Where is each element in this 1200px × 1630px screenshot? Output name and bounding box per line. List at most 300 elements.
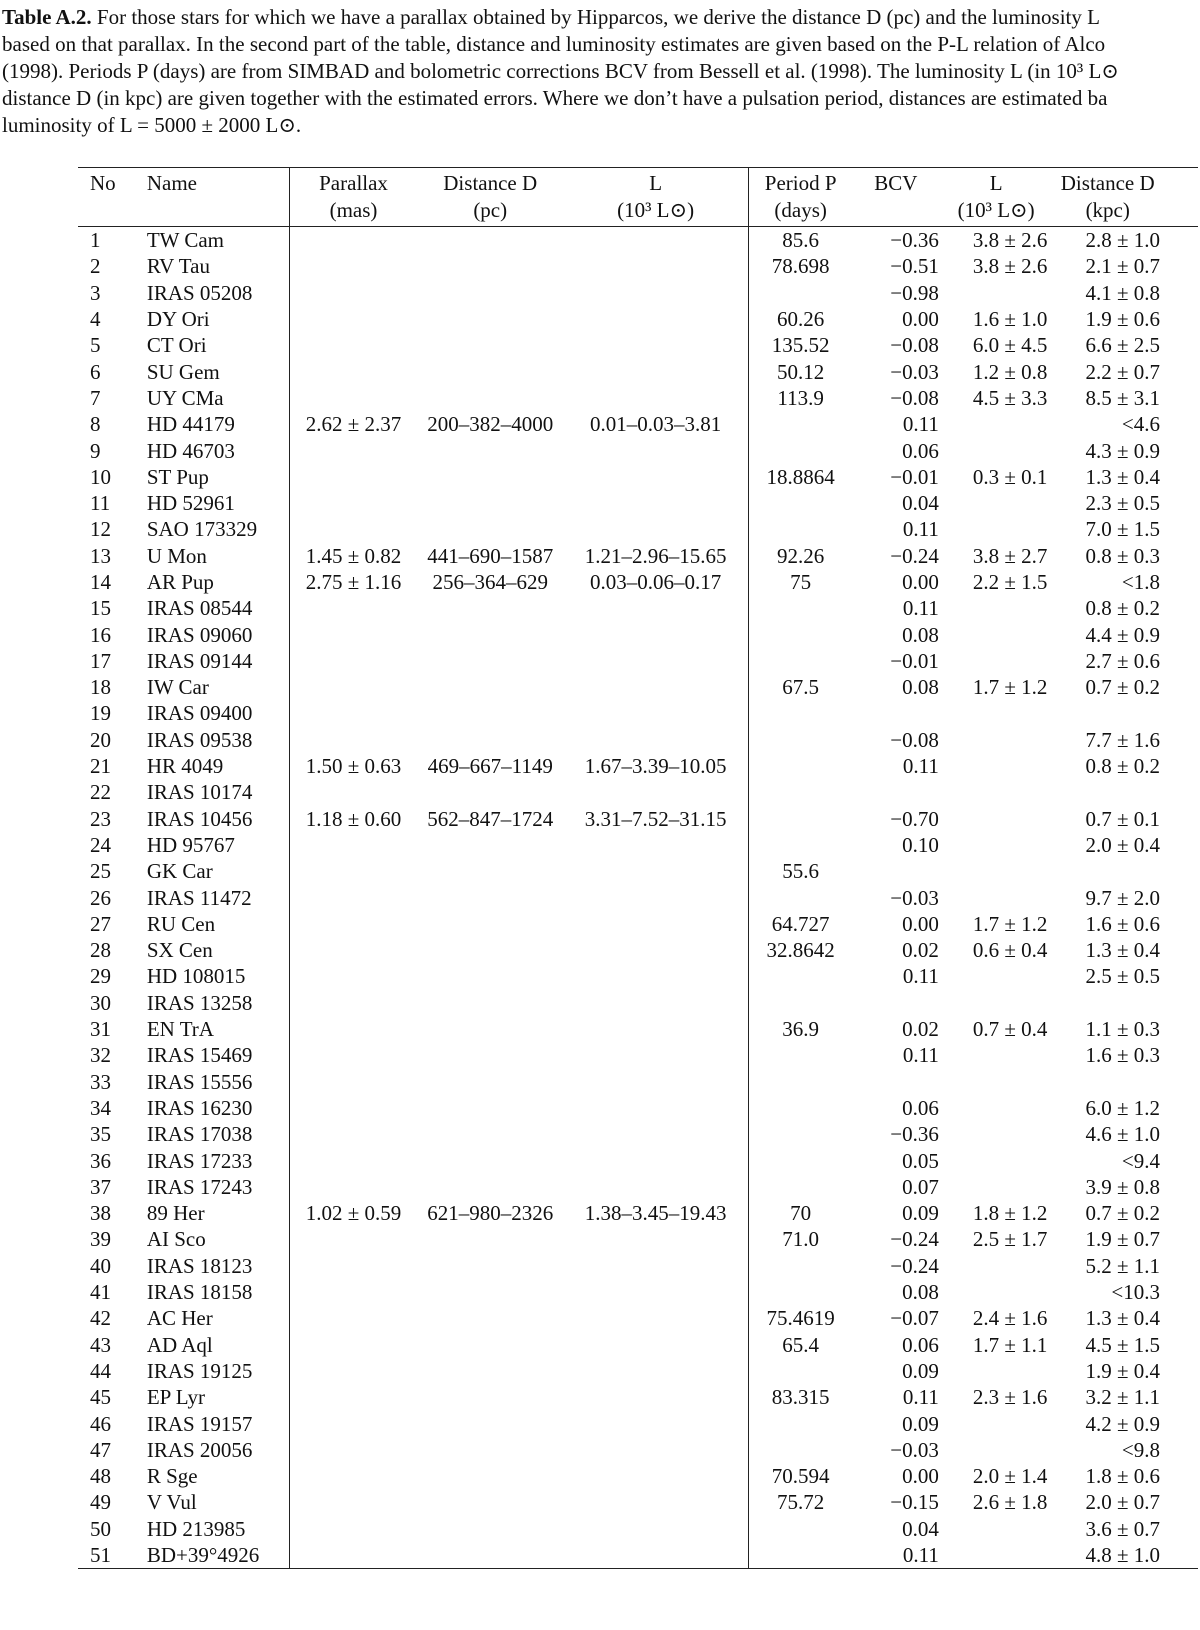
cell-distance: [417, 937, 564, 963]
table-row: [78, 1042, 1198, 1068]
cell-luminosity-2: [945, 437, 1056, 463]
cell-period: 70: [748, 1200, 853, 1226]
cell-luminosity-2: [945, 1358, 1056, 1384]
cell-no: 40: [90, 1253, 111, 1278]
cell-no: 10: [90, 464, 111, 489]
cell-distance: [417, 1095, 564, 1121]
cell-no: 28: [90, 938, 111, 963]
cell-distance-2: 0.7 ± 0.1: [1085, 806, 1160, 831]
cell-period: [748, 884, 853, 910]
cell-name: IRAS 16230: [146, 1095, 253, 1120]
table-row: [78, 1095, 1198, 1121]
cell-distance-2: 7.0 ± 1.5: [1085, 517, 1160, 542]
table-row: [78, 884, 1198, 910]
header-period: Period P: [748, 168, 853, 198]
cell-period: [748, 280, 853, 306]
table-row: [78, 595, 1198, 621]
cell-name: V Vul: [146, 1490, 197, 1515]
cell-parallax: [290, 1042, 417, 1068]
header-name: Name: [139, 168, 290, 198]
cell-luminosity: [564, 1095, 748, 1121]
cell-period: [748, 411, 853, 437]
cell-distance: [417, 1489, 564, 1515]
cell-distance-2: 1.6 ± 0.3: [1085, 1043, 1160, 1068]
cell-bc: 0.09: [902, 1358, 939, 1383]
cell-distance-2: <4.6: [1121, 412, 1160, 437]
cell-distance-2: 2.8 ± 1.0: [1085, 228, 1160, 253]
cell-parallax: [290, 1463, 417, 1489]
cell-name: HD 44179: [146, 412, 235, 437]
table-row: [78, 1279, 1198, 1305]
cell-luminosity: [564, 437, 748, 463]
cell-name: IRAS 17243: [146, 1174, 253, 1199]
cell-parallax: [290, 963, 417, 989]
cell-name: 89 Her: [146, 1201, 205, 1226]
cell-parallax: [290, 306, 417, 332]
cell-parallax: [290, 911, 417, 937]
cell-distance: [417, 595, 564, 621]
cell-luminosity: [564, 621, 748, 647]
table-row: [78, 990, 1198, 1016]
cell-no: 9: [90, 438, 101, 463]
cell-luminosity: [564, 779, 748, 805]
table-row: [78, 1516, 1198, 1542]
cell-period: 55.6: [748, 858, 853, 884]
cell-luminosity-2: [945, 700, 1056, 726]
table-row: [78, 832, 1198, 858]
cell-distance: [417, 437, 564, 463]
header-luminosity-2: L: [945, 168, 1056, 198]
cell-period: 75.4619: [748, 1305, 853, 1331]
cell-distance-2: 3.6 ± 0.7: [1085, 1516, 1160, 1541]
cell-bc: 0.00: [902, 570, 939, 594]
cell-luminosity-2: [945, 1042, 1056, 1068]
cell-period: [748, 1437, 853, 1463]
cell-luminosity: [564, 1279, 748, 1305]
cell-distance-2: 1.6 ± 0.6: [1085, 911, 1160, 936]
cell-period: [748, 700, 853, 726]
cell-luminosity-2: 1.7 ± 1.2: [972, 675, 1048, 700]
table-row: [78, 569, 1198, 595]
cell-luminosity-2: [945, 648, 1056, 674]
cell-bc: 0.08: [902, 1280, 939, 1305]
cell-luminosity-2: 0.7 ± 0.4: [972, 1017, 1048, 1042]
cell-period: [748, 1121, 853, 1147]
caption-line-5: luminosity of L = 5000 ± 2000 L⊙.: [2, 113, 302, 137]
cell-parallax: [290, 779, 417, 805]
cell-distance-2: 1.9 ± 0.6: [1085, 307, 1160, 332]
cell-bc: 0.11: [853, 1542, 945, 1569]
cell-bc: 0.04: [902, 1516, 939, 1541]
cell-luminosity: [564, 1331, 748, 1357]
cell-luminosity-2: [945, 621, 1056, 647]
cell-name: SU Gem: [146, 359, 220, 384]
cell-distance-2: 1.9 ± 0.4: [1085, 1358, 1160, 1383]
cell-distance-2: 2.1 ± 0.7: [1085, 254, 1160, 279]
cell-name: GK Car: [146, 859, 213, 884]
cell-period: 75.72: [748, 1489, 853, 1515]
cell-luminosity-2: 2.2 ± 1.5: [972, 570, 1048, 594]
cell-distance-2: 2.2 ± 0.7: [1085, 359, 1160, 384]
cell-bc: [853, 1069, 945, 1095]
cell-bc: −0.51: [890, 254, 939, 279]
cell-bc: 0.00: [902, 911, 939, 936]
cell-distance-2: <9.4: [1121, 1148, 1160, 1173]
cell-luminosity: [564, 595, 748, 621]
table-row: [78, 911, 1198, 937]
cell-distance: [417, 700, 564, 726]
caption-line-3: (1998). Periods P (days) are from SIMBAD and bolometric corrections BCV from Bessell et al. (1998). The luminosity L (in 10³ L⊙: [2, 59, 1119, 83]
table-row: [78, 306, 1198, 332]
cell-luminosity: [564, 358, 748, 384]
cell-parallax: [290, 1095, 417, 1121]
cell-distance: [417, 1331, 564, 1357]
cell-parallax: [290, 227, 417, 254]
cell-parallax: 2.75 ± 1.16: [290, 569, 417, 595]
table-row: [78, 1463, 1198, 1489]
cell-parallax: [290, 595, 417, 621]
cell-period: [748, 595, 853, 621]
cell-no: 25: [90, 859, 111, 884]
cell-distance-2: 4.1 ± 0.8: [1085, 280, 1160, 305]
cell-period: 60.26: [748, 306, 853, 332]
cell-bc: [853, 990, 945, 1016]
header-luminosity-2-unit: (10³ L⊙): [945, 197, 1056, 227]
cell-name: AD Aql: [146, 1332, 213, 1357]
cell-distance-2: 4.3 ± 0.9: [1085, 438, 1160, 463]
cell-name: SX Cen: [146, 938, 213, 963]
cell-no: 30: [90, 990, 111, 1015]
cell-distance-2: 0.8 ± 0.3: [1085, 543, 1160, 568]
cell-luminosity-2: [945, 1174, 1056, 1200]
cell-parallax: [290, 1410, 417, 1436]
cell-distance: [417, 1121, 564, 1147]
cell-period: [748, 1542, 853, 1569]
cell-distance-2: 6.0 ± 1.2: [1085, 1095, 1160, 1120]
cell-distance-2: 6.6 ± 2.5: [1085, 333, 1160, 358]
cell-name: UY CMa: [146, 385, 224, 410]
cell-luminosity-2: [945, 990, 1056, 1016]
cell-parallax: [290, 1016, 417, 1042]
cell-period: 75: [748, 569, 853, 595]
cell-distance: 562–847–1724: [427, 806, 554, 831]
cell-distance-2: 2.0 ± 0.7: [1085, 1490, 1160, 1515]
cell-luminosity-2: 1.8 ± 1.2: [972, 1201, 1048, 1226]
cell-period: 18.8864: [748, 464, 853, 490]
cell-luminosity: [564, 674, 748, 700]
cell-period: [748, 806, 853, 832]
cell-luminosity-2: [945, 1516, 1056, 1542]
cell-no: 29: [90, 964, 111, 989]
cell-name: IRAS 13258: [146, 990, 253, 1015]
cell-distance: [417, 1069, 564, 1095]
cell-luminosity: [564, 1069, 748, 1095]
cell-bc: 0.09: [902, 1201, 939, 1226]
cell-bc: 0.07: [902, 1174, 939, 1199]
cell-distance-2: <1.8: [1121, 570, 1160, 594]
cell-name: CT Ori: [146, 333, 207, 358]
cell-luminosity: [564, 1016, 748, 1042]
cell-luminosity: [564, 1121, 748, 1147]
cell-luminosity: [564, 227, 748, 254]
table-row: [78, 937, 1198, 963]
cell-distance: [417, 1542, 564, 1569]
cell-luminosity: [564, 385, 748, 411]
header-distance-2-unit: (kpc): [1055, 197, 1198, 227]
cell-no: 35: [90, 1122, 111, 1147]
table-row: [78, 411, 1198, 437]
cell-no: 37: [90, 1174, 111, 1199]
cell-bc: 0.11: [902, 754, 939, 779]
cell-bc: 0.11: [902, 517, 939, 542]
cell-name: R Sge: [146, 1464, 198, 1489]
cell-bc: 0.04: [902, 491, 939, 516]
cell-period: [748, 1069, 853, 1095]
cell-bc: −0.98: [890, 280, 939, 305]
cell-no: 7: [90, 385, 101, 410]
cell-luminosity: [564, 648, 748, 674]
cell-luminosity-2: [945, 1121, 1056, 1147]
cell-parallax: [290, 253, 417, 279]
cell-period: 83.315: [748, 1384, 853, 1410]
table-row: [78, 621, 1198, 647]
cell-parallax: [290, 1253, 417, 1279]
cell-distance: [417, 1358, 564, 1384]
table-row: [78, 1121, 1198, 1147]
cell-bc: −0.03: [890, 359, 939, 384]
cell-bc: 0.06: [902, 1332, 939, 1357]
cell-distance-2: 1.1 ± 0.3: [1085, 1017, 1160, 1042]
cell-distance: [417, 227, 564, 254]
cell-name: RU Cen: [146, 911, 216, 936]
cell-bc: −0.70: [890, 806, 939, 831]
cell-distance: [417, 990, 564, 1016]
cell-luminosity-2: 1.7 ± 1.1: [972, 1332, 1048, 1357]
cell-distance: [417, 1174, 564, 1200]
cell-parallax: [290, 1147, 417, 1173]
cell-luminosity-2: [945, 779, 1056, 805]
cell-name: IRAS 17038: [146, 1122, 253, 1147]
cell-luminosity-2: [945, 1437, 1056, 1463]
cell-period: [748, 621, 853, 647]
cell-distance: [417, 911, 564, 937]
cell-luminosity: [564, 1253, 748, 1279]
cell-parallax: [290, 1437, 417, 1463]
cell-name: IRAS 09060: [146, 622, 253, 647]
table-row: [78, 543, 1198, 569]
cell-luminosity-2: 0.3 ± 0.1: [972, 464, 1048, 489]
cell-parallax: [290, 332, 417, 358]
cell-bc: −0.08: [890, 333, 939, 358]
cell-name: IRAS 10456: [146, 806, 253, 831]
cell-period: [748, 1516, 853, 1542]
table-row: [78, 1226, 1198, 1252]
cell-no: 31: [90, 1017, 111, 1042]
cell-period: 85.6: [748, 227, 853, 254]
header-luminosity-unit: (10³ L⊙): [564, 197, 748, 227]
header-luminosity: L: [564, 168, 748, 198]
cell-no: 42: [90, 1306, 111, 1331]
table-row: [78, 1410, 1198, 1436]
cell-distance-2: <10.3: [1111, 1280, 1160, 1305]
cell-luminosity-2: 0.6 ± 0.4: [972, 938, 1048, 963]
cell-luminosity: [564, 253, 748, 279]
table-row: [78, 1069, 1198, 1095]
cell-distance: [417, 280, 564, 306]
cell-luminosity-2: [945, 1542, 1056, 1569]
cell-bc: 0.11: [902, 412, 939, 437]
cell-luminosity-2: [945, 1147, 1056, 1173]
cell-distance: 441–690–1587: [427, 543, 554, 568]
cell-period: [748, 832, 853, 858]
cell-distance: [417, 648, 564, 674]
cell-no: 34: [90, 1095, 111, 1120]
cell-no: 27: [90, 911, 111, 936]
cell-period: 113.9: [748, 385, 853, 411]
cell-luminosity: [564, 1042, 748, 1068]
cell-period: 65.4: [748, 1331, 853, 1357]
cell-luminosity: [564, 1542, 748, 1569]
cell-luminosity: [564, 832, 748, 858]
cell-period: [748, 1410, 853, 1436]
cell-parallax: 1.02 ± 0.59: [290, 1200, 417, 1226]
header-period-unit: (days): [748, 197, 853, 227]
cell-name: HD 52961: [146, 491, 235, 516]
cell-distance-2: [1055, 1069, 1198, 1095]
header-row-2: [78, 197, 1198, 227]
cell-no: 4: [90, 307, 101, 332]
cell-luminosity-2: [945, 411, 1056, 437]
table-row: [78, 779, 1198, 805]
cell-period: 67.5: [748, 674, 853, 700]
caption-label: Table A.2.: [2, 5, 92, 29]
header-bc: BCV: [853, 168, 945, 198]
cell-luminosity: [564, 490, 748, 516]
cell-parallax: [290, 700, 417, 726]
cell-distance-2: 2.5 ± 0.5: [1085, 964, 1160, 989]
header-distance: Distance D: [417, 168, 564, 198]
cell-name: HR 4049: [146, 754, 224, 779]
cell-luminosity-2: 3.8 ± 2.6: [972, 254, 1048, 279]
cell-parallax: [290, 648, 417, 674]
caption-line-1: Table A.2. For those stars for which we have a parallax obtained by Hipparcos, we derive the distance D (pc) and the luminosity L: [2, 5, 1100, 29]
cell-distance-2: 2.0 ± 0.4: [1085, 832, 1160, 857]
table-row: [78, 674, 1198, 700]
cell-period: [748, 1279, 853, 1305]
table-row: [78, 1200, 1198, 1226]
table-row: [78, 490, 1198, 516]
cell-luminosity: [564, 332, 748, 358]
cell-distance: [417, 832, 564, 858]
cell-bc: 0.09: [902, 1411, 939, 1436]
cell-distance-2: 1.8 ± 0.6: [1085, 1464, 1160, 1489]
cell-distance: [417, 1437, 564, 1463]
header-no: No: [78, 168, 139, 198]
cell-parallax: 2.62 ± 2.37: [290, 411, 417, 437]
cell-luminosity-2: 1.7 ± 1.2: [972, 911, 1048, 936]
cell-parallax: [290, 1305, 417, 1331]
cell-bc: [853, 779, 945, 805]
cell-parallax: [290, 621, 417, 647]
table-row: [78, 1147, 1198, 1173]
cell-period: [748, 437, 853, 463]
cell-name: IRAS 18123: [146, 1253, 253, 1278]
cell-bc: 0.08: [902, 622, 939, 647]
cell-bc: 0.11: [902, 1385, 939, 1410]
cell-name: AI Sco: [146, 1227, 206, 1252]
table-row: [78, 727, 1198, 753]
cell-no: 45: [90, 1385, 111, 1410]
data-table: [78, 167, 1198, 1569]
cell-parallax: [290, 1226, 417, 1252]
cell-period: [748, 490, 853, 516]
cell-parallax: [290, 1489, 417, 1515]
table-row: [78, 227, 1198, 254]
cell-no: 38: [90, 1201, 111, 1226]
cell-luminosity-2: 2.6 ± 1.8: [972, 1490, 1048, 1515]
cell-luminosity-2: [945, 884, 1056, 910]
cell-name: IRAS 17233: [146, 1148, 253, 1173]
cell-luminosity: [564, 464, 748, 490]
table-row: [78, 858, 1198, 884]
cell-no: 2: [90, 254, 101, 279]
cell-parallax: [290, 1516, 417, 1542]
cell-bc: −0.36: [890, 228, 939, 253]
cell-luminosity: 0.03–0.06–0.17: [590, 570, 722, 594]
cell-distance: [417, 358, 564, 384]
cell-bc: 0.06: [902, 1095, 939, 1120]
cell-no: 43: [90, 1332, 111, 1357]
cell-luminosity: [564, 963, 748, 989]
cell-bc: [853, 858, 945, 884]
cell-name: IRAS 15469: [146, 1043, 253, 1068]
cell-period: [748, 1174, 853, 1200]
cell-no: 22: [90, 780, 111, 805]
cell-luminosity-2: 2.0 ± 1.4: [972, 1464, 1048, 1489]
cell-parallax: [290, 1331, 417, 1357]
cell-parallax: [290, 937, 417, 963]
cell-period: [748, 727, 853, 753]
cell-distance-2: 1.3 ± 0.4: [1085, 1306, 1160, 1331]
table-row: [78, 385, 1198, 411]
table-row: [78, 1331, 1198, 1357]
cell-distance: [417, 1279, 564, 1305]
cell-bc: −0.01: [890, 648, 939, 673]
cell-name: HD 95767: [146, 832, 235, 857]
cell-bc: 0.11: [902, 596, 939, 621]
cell-distance: [417, 727, 564, 753]
cell-parallax: [290, 1174, 417, 1200]
cell-distance-2: 5.2 ± 1.1: [1085, 1253, 1160, 1278]
cell-distance-2: 7.7 ± 1.6: [1085, 727, 1160, 752]
cell-no: 19: [90, 701, 111, 726]
cell-name: IRAS 09400: [146, 701, 253, 726]
cell-luminosity-2: 2.3 ± 1.6: [972, 1385, 1048, 1410]
cell-no: 33: [90, 1069, 111, 1094]
cell-bc: 0.00: [902, 307, 939, 332]
cell-distance: [417, 1384, 564, 1410]
cell-name: IRAS 11472: [146, 885, 252, 910]
cell-distance: [417, 385, 564, 411]
cell-distance-2: 3.9 ± 0.8: [1085, 1174, 1160, 1199]
cell-distance-2: <9.8: [1121, 1437, 1160, 1462]
cell-parallax: [290, 674, 417, 700]
cell-name: IW Car: [146, 675, 209, 700]
cell-bc: 0.00: [902, 1464, 939, 1489]
cell-luminosity: [564, 700, 748, 726]
cell-luminosity: [564, 727, 748, 753]
cell-name: RV Tau: [146, 254, 210, 279]
